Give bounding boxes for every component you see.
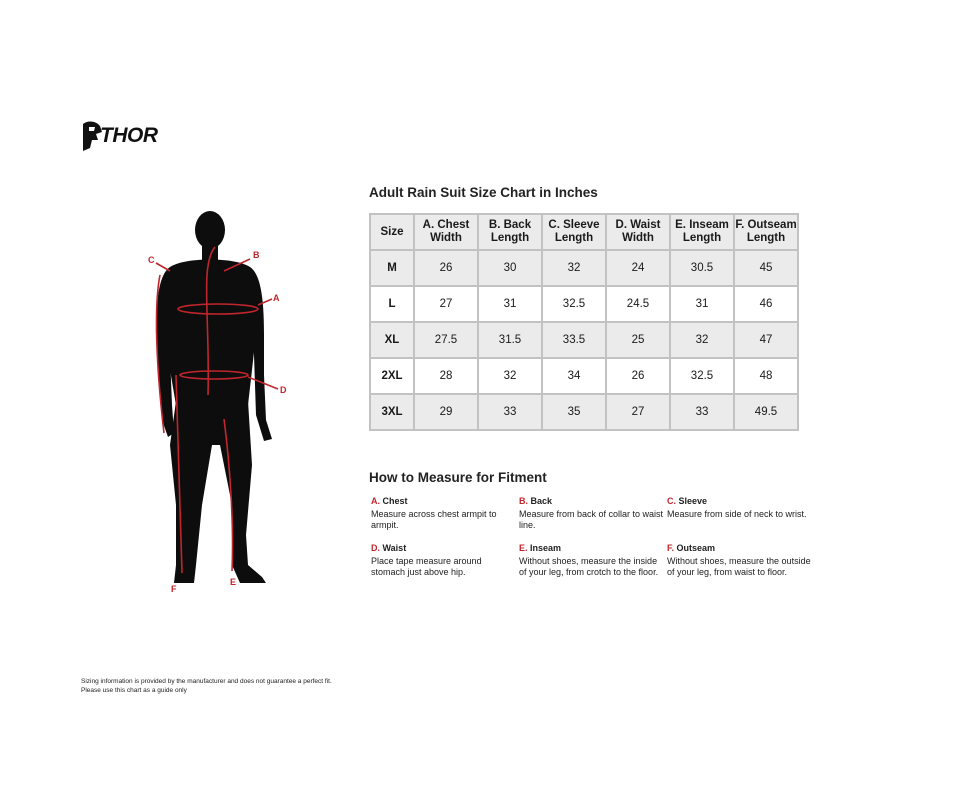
measure-desc: Measure from side of neck to wrist. xyxy=(667,509,807,519)
measure-item-chest: A. Chest Measure across chest armpit to armpit. xyxy=(371,496,517,531)
measure-item-back: B. Back Measure from back of collar to waist line. xyxy=(519,496,664,530)
label-c: C xyxy=(148,255,155,265)
cell-size: M xyxy=(370,250,414,286)
header-back-length: B. Back Length xyxy=(478,214,542,250)
cell-outseam: 48 xyxy=(734,358,798,394)
cell-inseam: 32 xyxy=(670,322,734,358)
table-row xyxy=(370,394,798,430)
cell-outseam: 46 xyxy=(734,286,798,322)
label-b: B xyxy=(253,250,260,260)
body-silhouette xyxy=(156,211,272,583)
cell-back: 33 xyxy=(478,394,542,430)
cell-waist: 27 xyxy=(606,394,670,430)
cell-outseam: 49.5 xyxy=(734,394,798,430)
cell-back: 32 xyxy=(478,358,542,394)
cell-chest: 27 xyxy=(414,286,478,322)
cell-outseam: 45 xyxy=(734,250,798,286)
cell-back: 30 xyxy=(478,250,542,286)
measure-item-sleeve: C. Sleeve Measure from side of neck to wrist. xyxy=(667,496,813,520)
header-size: Size xyxy=(370,214,414,250)
label-d: D xyxy=(280,385,287,395)
sizing-disclaimer: Sizing information is provided by the manufacturer and does not guarantee a perfect fit. Please use this chart as a guide only xyxy=(81,678,332,694)
cell-chest: 27.5 xyxy=(414,322,478,358)
size-chart-title: Adult Rain Suit Size Chart in Inches xyxy=(369,185,598,200)
measurement-body-figure xyxy=(140,205,300,605)
cell-sleeve: 35 xyxy=(542,394,606,430)
cell-sleeve: 32.5 xyxy=(542,286,606,322)
cell-waist: 25 xyxy=(606,322,670,358)
measure-desc: Place tape measure around stomach just above hip. xyxy=(371,556,482,577)
cell-chest: 29 xyxy=(414,394,478,430)
brand-logo-text: THOR xyxy=(100,124,158,147)
measure-item-waist: D. Waist Place tape measure around stomach just above hip. xyxy=(371,543,517,578)
cell-waist: 24.5 xyxy=(606,286,670,322)
cell-waist: 24 xyxy=(606,250,670,286)
cell-back: 31 xyxy=(478,286,542,322)
measure-section-title: How to Measure for Fitment xyxy=(369,470,547,485)
cell-inseam: 31 xyxy=(670,286,734,322)
measure-desc: Without shoes, measure the inside of your leg, from crotch to the floor. xyxy=(519,556,659,577)
measure-desc: Measure across chest armpit to armpit. xyxy=(371,509,497,530)
header-chest-width: A. Chest Width xyxy=(414,214,478,250)
table-header-row xyxy=(370,214,798,250)
table-row xyxy=(370,322,798,358)
cell-sleeve: 32 xyxy=(542,250,606,286)
label-e: E xyxy=(230,577,237,587)
table-row xyxy=(370,358,798,394)
header-outseam-length: F. Outseam Length xyxy=(734,214,798,250)
cell-inseam: 33 xyxy=(670,394,734,430)
cell-size: 3XL xyxy=(370,394,414,430)
label-f: F xyxy=(171,584,177,594)
header-waist-width: D. Waist Width xyxy=(606,214,670,250)
table-row xyxy=(370,286,798,322)
cell-outseam: 47 xyxy=(734,322,798,358)
measure-desc: Measure from back of collar to waist line. xyxy=(519,509,664,530)
measure-item-outseam: F. Outseam Without shoes, measure the outside of your leg, from waist to floor. xyxy=(667,543,813,578)
cell-sleeve: 34 xyxy=(542,358,606,394)
measure-item-inseam: E. Inseam Without shoes, measure the inside of your leg, from crotch to the floor. xyxy=(519,543,665,578)
cell-chest: 28 xyxy=(414,358,478,394)
cell-back: 31.5 xyxy=(478,322,542,358)
measure-desc: Without shoes, measure the outside of your leg, from waist to floor. xyxy=(667,556,811,577)
cell-size: L xyxy=(370,286,414,322)
size-chart-table xyxy=(369,213,799,431)
cell-chest: 26 xyxy=(414,250,478,286)
cell-size: 2XL xyxy=(370,358,414,394)
table-row xyxy=(370,250,798,286)
cell-inseam: 30.5 xyxy=(670,250,734,286)
cell-size: XL xyxy=(370,322,414,358)
header-inseam-length: E. Inseam Length xyxy=(670,214,734,250)
header-sleeve-length: C. Sleeve Length xyxy=(542,214,606,250)
label-a: A xyxy=(273,293,280,303)
cell-waist: 26 xyxy=(606,358,670,394)
cell-sleeve: 33.5 xyxy=(542,322,606,358)
cell-inseam: 32.5 xyxy=(670,358,734,394)
